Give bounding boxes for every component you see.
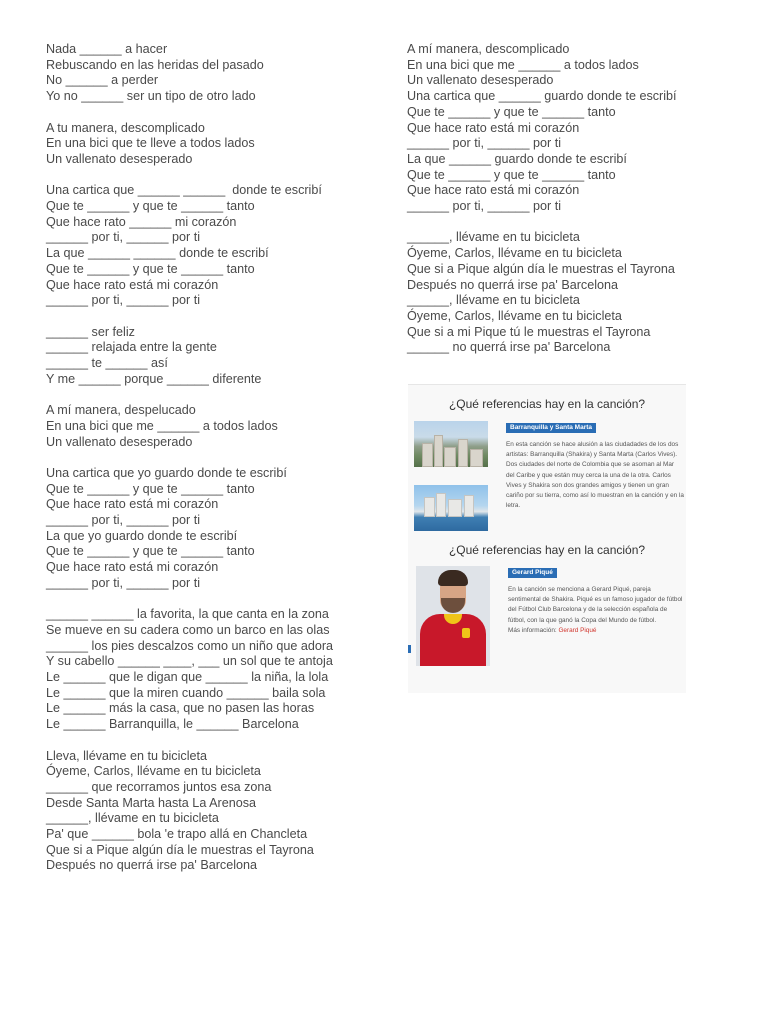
lyrics-stanza	[46, 403, 366, 450]
lyric-line: ______, llévame en tu bicicleta	[407, 293, 580, 308]
lyrics-stanza	[46, 466, 366, 592]
lyric-line: La que ______ guardo donde te escribí	[407, 151, 627, 166]
lyric-line: Que hace rato está mi corazón	[46, 560, 219, 575]
lyrics-stanza	[407, 230, 707, 356]
gerard-pique-photo	[416, 566, 490, 666]
lyric-line: Que si a Pique algún día le muestras el Tayrona	[407, 261, 675, 276]
lyric-line: Un vallenato desesperado	[46, 434, 193, 449]
lyric-line: Que te ______ y que te ______ tanto	[46, 544, 255, 559]
lyric-line: ______ relajada entre la gente	[46, 340, 217, 355]
lyric-line: Un vallenato desesperado	[407, 73, 554, 88]
lyric-line: Que te ______ y que te ______ tanto	[407, 167, 616, 182]
lyric-line: ______ ______ la favorita, la que canta en la zona	[46, 607, 329, 622]
lyric-line: Óyeme, Carlos, llévame en tu bicicleta	[46, 764, 261, 779]
lyrics-stanza	[46, 42, 366, 105]
panel-edge-marker	[408, 645, 411, 653]
lyrics-stanza	[46, 749, 366, 875]
lyric-line: Que si a Pique algún día le muestras el Tayrona	[46, 842, 314, 857]
references-heading: ¿Qué referencias hay en la canción?	[448, 397, 646, 411]
lyric-line: Que hace rato está mi corazón	[46, 497, 219, 512]
lyric-line: Pa' que ______ bola 'e trapo allá en Chancleta	[46, 827, 308, 842]
lyric-line: A tu manera, descomplicado	[46, 120, 205, 135]
lyrics-stanza	[46, 607, 366, 733]
gerard-pique-tag: Gerard Piqué	[508, 568, 557, 578]
lyric-line: ______ por ti, ______ por ti	[46, 575, 201, 590]
lyric-line: ______ por ti, ______ por ti	[407, 199, 562, 214]
lyric-line: La que yo guardo donde te escribí	[46, 528, 238, 543]
pique-description	[508, 585, 684, 636]
lyric-line: ______ te ______ así	[46, 356, 168, 371]
lyric-line: En una bici que me ______ a todos lados	[46, 418, 278, 433]
lyric-line: ______ por ti, ______ por ti	[46, 513, 201, 528]
lyric-line: No ______ a perder	[46, 73, 159, 88]
lyric-line: Que te ______ y que te ______ tanto	[407, 104, 616, 119]
lyric-line: Una cartica que yo guardo donde te escribí	[46, 465, 287, 480]
lyric-line: Que hace rato está mi corazón	[46, 277, 219, 292]
lyric-line: Un vallenato desesperado	[46, 151, 193, 166]
lyric-line: Que te ______ y que te ______ tanto	[46, 481, 255, 496]
lyric-line: ______, llévame en tu bicicleta	[46, 811, 219, 826]
lyric-line: Se mueve en su cadera como un barco en las olas	[46, 622, 330, 637]
lyric-line: ______ los pies descalzos como un niño que adora	[46, 638, 334, 653]
lyrics-stanza	[407, 42, 707, 215]
lyric-line: Que si a mi Pique tú le muestras el Tayrona	[407, 324, 651, 339]
lyric-line: Que hace rato está mi corazón	[407, 120, 580, 135]
gerard-pique-link[interactable]: Gerard Piqué	[558, 626, 597, 634]
lyric-line: ______ por ti, ______ por ti	[407, 136, 562, 151]
lyric-line: Una cartica que ______ guardo donde te escribí	[407, 89, 677, 104]
lyric-line: La que ______ ______ donde te escribí	[46, 246, 269, 261]
lyric-line: Rebuscando en las heridas del pasado	[46, 57, 264, 72]
lyric-line: Que hace rato está mi corazón	[407, 183, 580, 198]
lyric-line: Óyeme, Carlos, llévame en tu bicicleta	[407, 246, 622, 261]
lyrics-stanza	[46, 183, 366, 309]
cities-description: En esta canción se hace alusión a las ciudadades de los dos artistas: Barranquilla (Shakira) y Santa Marta (Carlos Vives). Dos ciudades del norte de Colombia que se asoman al Mar del Caribe y que están muy cerca la una de la otra. Carlos Vives y Shakira son dos grandes amigos y tienen un gran cariño por su tierra, como así lo muestran en la canción y en la letra.	[506, 441, 684, 510]
barranquilla-santa-marta-tag: Barranquilla y Santa Marta	[506, 423, 596, 433]
lyric-line: Que hace rato ______ mi corazón	[46, 214, 237, 229]
lyric-line: Una cartica que ______ ______ donde te escribí	[46, 183, 322, 198]
lyric-line: Que te ______ y que te ______ tanto	[46, 199, 255, 213]
lyric-line: Después no querrá irse pa' Barcelona	[46, 858, 258, 873]
lyrics-stanza	[46, 325, 366, 388]
lyric-line: A mí manera, descomplicado	[407, 42, 570, 56]
lyric-line: Después no querrá irse pa' Barcelona	[407, 277, 619, 292]
lyric-line: Le ______ Barranquilla, le ______ Barcelona	[46, 717, 299, 732]
references-heading-2: ¿Qué referencias hay en la canción?	[448, 543, 646, 557]
lyric-line: ______ no querrá irse pa' Barcelona	[407, 340, 611, 355]
lyric-line: Óyeme, Carlos, llévame en tu bicicleta	[407, 308, 622, 323]
lyric-line: A mí manera, despelucado	[46, 403, 196, 418]
lyric-line: ______ ser feliz	[46, 324, 135, 339]
santa-marta-photo	[414, 485, 488, 531]
lyric-line: Le ______ que le digan que ______ la niña, la lola	[46, 670, 329, 685]
lyric-line: Desde Santa Marta hasta La Arenosa	[46, 795, 257, 810]
lyric-line: Le ______ que la miren cuando ______ baila sola	[46, 685, 326, 700]
more-info-label: Más información:	[508, 626, 557, 634]
lyric-line: En una bici que me ______ a todos lados	[407, 57, 639, 72]
lyric-line: En una bici que te lleve a todos lados	[46, 136, 255, 151]
song-references-panel	[408, 384, 686, 693]
lyrics-left-column	[46, 42, 366, 890]
lyric-line: Yo no ______ ser un tipo de otro lado	[46, 89, 256, 104]
lyric-line: ______, llévame en tu bicicleta	[407, 230, 580, 245]
lyrics-right-column	[407, 42, 707, 372]
lyric-line: Lleva, llévame en tu bicicleta	[46, 748, 208, 763]
lyric-line: Que te ______ y que te ______ tanto	[46, 261, 255, 276]
lyrics-stanza	[46, 121, 366, 168]
lyric-line: Nada ______ a hacer	[46, 42, 168, 56]
lyric-line: Le ______ más la casa, que no pasen las horas	[46, 701, 315, 716]
lyric-line: ______ por ti, ______ por ti	[46, 230, 201, 245]
pique-description-text: En la canción se menciona a Gerard Piqué, pareja sentimental de Shakira. Piqué es un famoso jugador de fútbol del Fútbol Club Barcelona y de la selección española de fútbol, con la que ganó la Copa del Mundo de fútbol.	[508, 586, 683, 624]
lyric-line: ______ que recorramos juntos esa zona	[46, 779, 272, 794]
lyric-line: ______ por ti, ______ por ti	[46, 293, 201, 308]
lyric-line: Y me ______ porque ______ diferente	[46, 371, 262, 386]
lyric-line: Y su cabello ______ ____, ___ un sol que te antoja	[46, 654, 333, 669]
barranquilla-photo	[414, 421, 488, 467]
